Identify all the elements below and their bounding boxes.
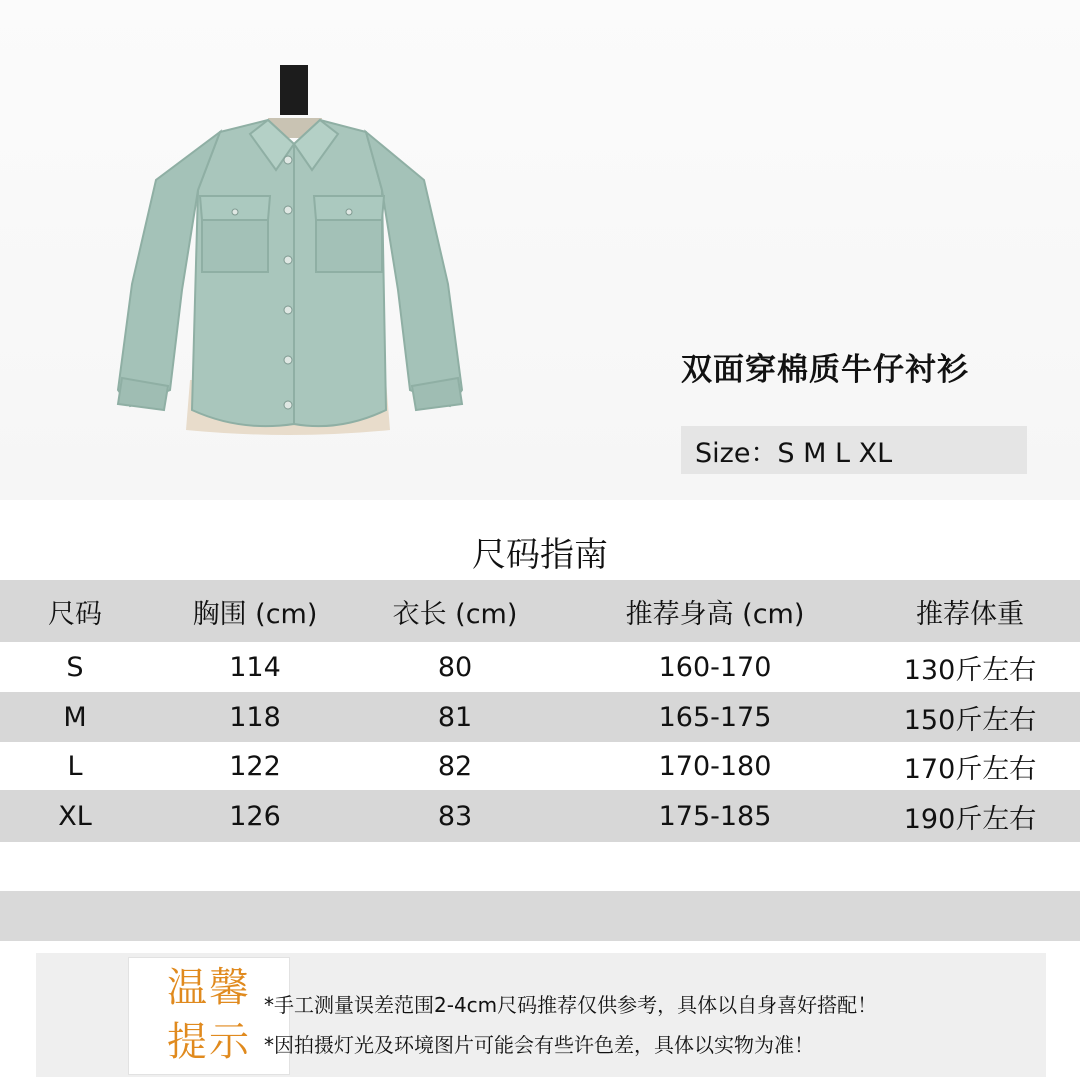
table-header-row <box>0 580 1080 642</box>
hanger-icon <box>280 65 308 115</box>
notice-panel <box>36 953 1046 1077</box>
size-guide-title: 尺码指南 <box>472 535 608 575</box>
cell-chest: 122 <box>229 750 281 782</box>
cell-weight: 130斤左右 <box>903 654 1037 686</box>
header-weight: 推荐体重 <box>916 598 1024 630</box>
cell-size: S <box>66 651 84 683</box>
cell-chest: 114 <box>229 651 281 683</box>
cell-length: 80 <box>437 651 473 683</box>
product-photo <box>0 0 1080 500</box>
cell-size: XL <box>58 800 92 832</box>
cell-chest: 126 <box>229 800 281 832</box>
header-height: 推荐身高 (cm) <box>625 598 805 630</box>
cell-height: 160-170 <box>658 651 772 683</box>
cell-chest: 118 <box>229 701 281 733</box>
cell-height: 165-175 <box>658 701 772 733</box>
table-row <box>0 790 1080 842</box>
divider-band <box>0 891 1080 941</box>
cell-height: 175-185 <box>658 800 772 832</box>
size-badge <box>681 426 1027 474</box>
table-row <box>0 742 1080 790</box>
cell-length: 81 <box>437 701 473 733</box>
shirt-image <box>90 60 490 440</box>
cell-weight: 150斤左右 <box>903 704 1037 736</box>
cell-length: 83 <box>437 800 473 832</box>
cell-length: 82 <box>437 750 473 782</box>
header-chest: 胸围 (cm) <box>192 598 318 630</box>
product-title: 双面穿棉质牛仔衬衫 <box>681 352 969 388</box>
table-row <box>0 692 1080 742</box>
notice-text-1: *手工测量误差范围2-4cm尺码推荐仅供参考，具体以自身喜好搭配！ <box>264 993 878 1017</box>
cell-size: M <box>63 701 87 733</box>
notice-text-2: *因拍摄灯光及环境图片可能会有些许色差，具体以实物为准！ <box>264 1033 814 1057</box>
header-size: 尺码 <box>48 598 102 630</box>
cell-weight: 170斤左右 <box>903 753 1037 785</box>
notice-badge-line-2: 提示 <box>167 1019 251 1065</box>
size-options: Size：S M L XL <box>695 438 893 469</box>
header-length: 衣长 (cm) <box>392 598 518 630</box>
table-row <box>0 642 1080 692</box>
notice-badge-line-1: 温馨 <box>167 965 251 1011</box>
cell-height: 170-180 <box>658 750 772 782</box>
cell-weight: 190斤左右 <box>903 803 1037 835</box>
cell-size: L <box>67 750 83 782</box>
